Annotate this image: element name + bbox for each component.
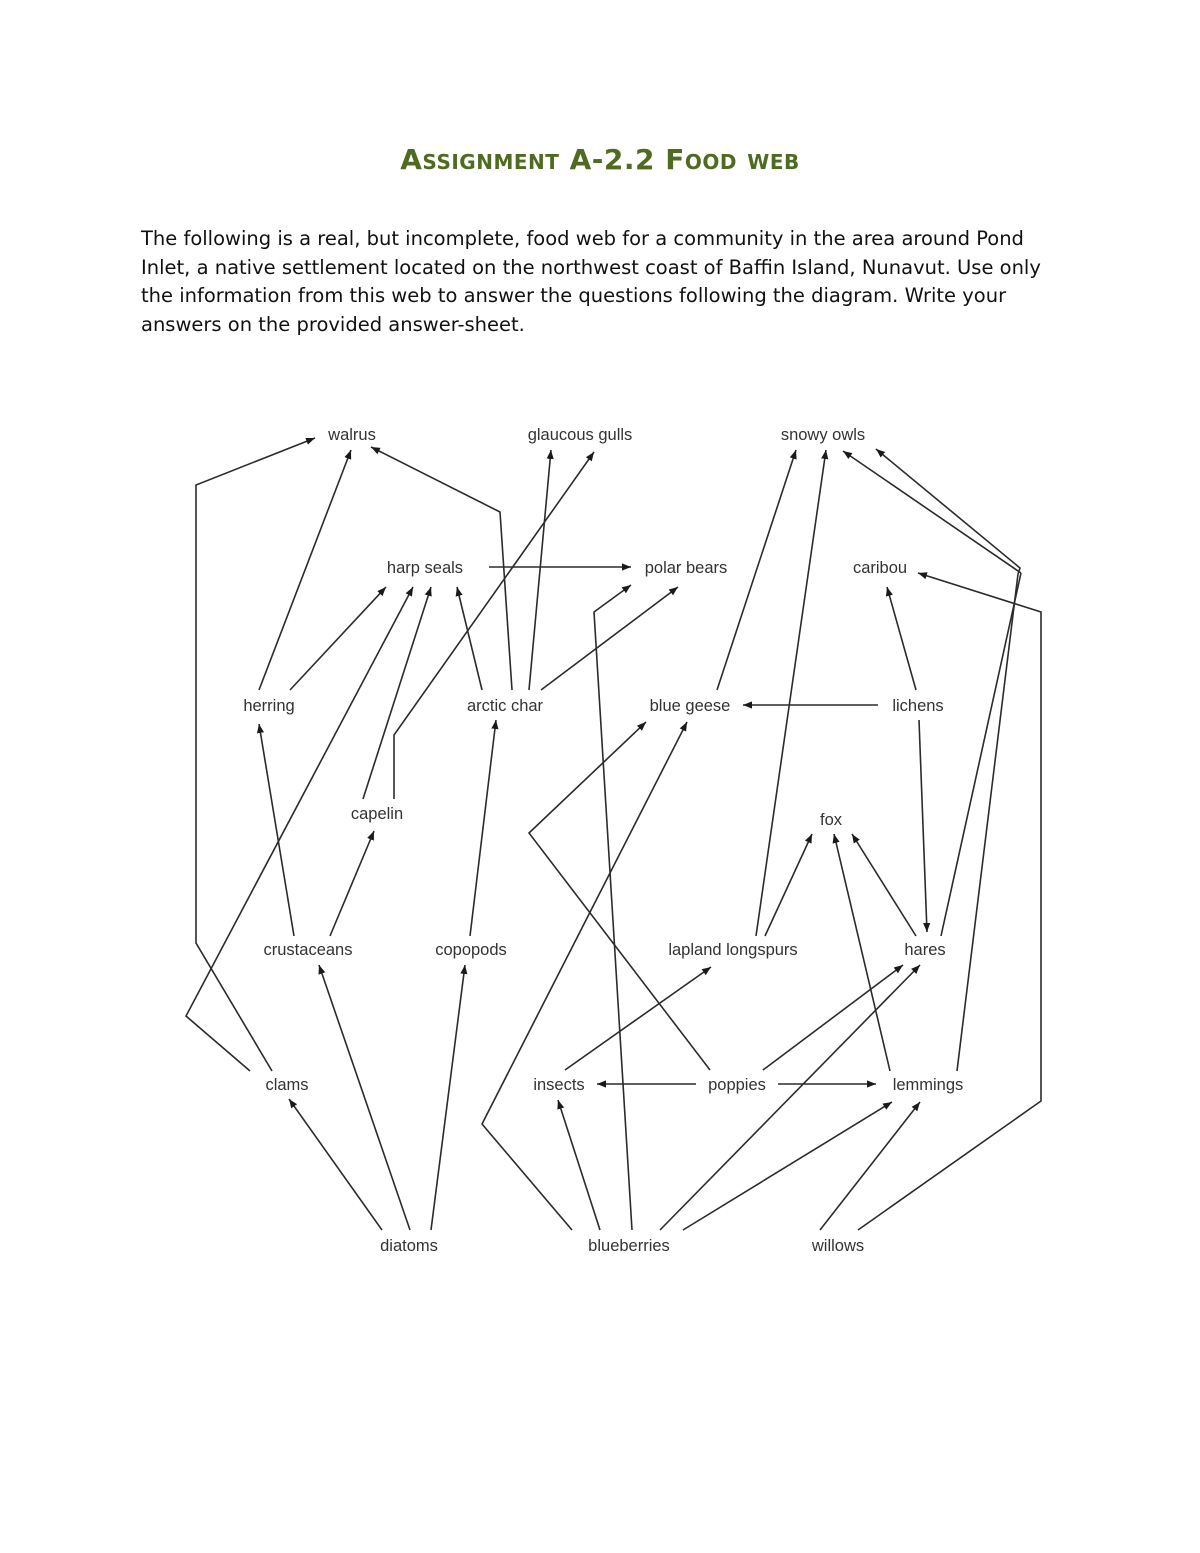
- node-lichens: lichens: [892, 697, 944, 715]
- link-blueberries-to-polar-bears: [594, 585, 632, 1230]
- link-hares-to-snowy-owls-head: [843, 451, 1021, 573]
- link-capelin-to-glaucous-gulls: [394, 452, 594, 799]
- node-fox: fox: [819, 811, 843, 829]
- node-copopods: copopods: [435, 941, 507, 959]
- link-clams-to-harp-seals: [186, 587, 413, 1071]
- link-hares-to-fox: [852, 834, 916, 936]
- link-crustaceans-to-herring: [259, 724, 294, 936]
- link-copopods-to-arctic-char: [470, 720, 496, 936]
- link-blueberries-to-hares: [660, 965, 920, 1230]
- node-arctic-char: arctic char: [466, 697, 544, 715]
- link-blue-geese-to-snowy-owls: [717, 450, 796, 690]
- link-insects-to-lapland-longspurs: [565, 967, 711, 1070]
- node-lemmings: lemmings: [892, 1076, 964, 1094]
- node-herring: herring: [243, 697, 295, 715]
- node-capelin: capelin: [350, 805, 404, 823]
- node-willows: willows: [811, 1237, 865, 1255]
- link-diatoms-to-copopods: [431, 965, 465, 1230]
- food-web-links: [186, 438, 1041, 1230]
- link-willows-to-caribou: [858, 573, 1041, 1230]
- node-hares: hares: [904, 941, 946, 959]
- link-blueberries-to-lemmings: [683, 1102, 892, 1230]
- node-snowy-owls: snowy owls: [780, 426, 866, 444]
- intro-paragraph: The following is a real, but incomplete, food web for a community in the area around Pond Inlet, a native settlement located on the northwest coast of Baffin Island, Nunavut. Use only the information from this web to answer the questions following the diagram. Write your answers on the provided answer-sheet.: [141, 227, 1041, 336]
- link-lichens-to-hares: [919, 720, 927, 932]
- link-herring-to-walrus: [259, 450, 351, 690]
- node-blue-geese: blue geese: [649, 697, 731, 715]
- node-lapland-longspurs: lapland longspurs: [668, 941, 798, 959]
- assignment-title: Assignment A-2.2 Food web: [400, 143, 800, 176]
- link-diatoms-to-crustaceans: [319, 965, 410, 1230]
- link-clams-to-walrus: [196, 438, 315, 1071]
- link-lichens-to-caribou: [887, 587, 916, 690]
- link-willows-to-lemmings: [820, 1102, 920, 1230]
- node-polar-bears: polar bears: [644, 559, 728, 577]
- node-blueberries: blueberries: [588, 1237, 670, 1255]
- link-lemmings-to-fox: [834, 834, 890, 1071]
- node-clams: clams: [265, 1076, 309, 1094]
- node-walrus: walrus: [328, 426, 376, 444]
- link-lapland-longspurs-to-fox: [765, 834, 812, 936]
- link-herring-to-harp-seals: [290, 587, 386, 690]
- link-arctic-char-to-harp-seals: [457, 587, 482, 690]
- node-caribou: caribou: [852, 559, 908, 577]
- node-diatoms: diatoms: [380, 1237, 438, 1255]
- link-arctic-char-to-glaucous-gulls: [529, 450, 551, 690]
- node-insects: insects: [533, 1076, 585, 1094]
- link-blueberries-to-blue-geese: [482, 722, 687, 1230]
- link-blueberries-to-insects: [558, 1100, 600, 1230]
- link-arctic-char-to-polar-bears: [541, 587, 678, 690]
- node-glaucous-gulls: glaucous gulls: [527, 426, 633, 444]
- node-poppies: poppies: [708, 1076, 766, 1094]
- link-lemmings-to-snowy-owls: [876, 449, 1020, 1071]
- link-diatoms-to-clams: [289, 1099, 382, 1230]
- link-crustaceans-to-capelin: [330, 831, 374, 936]
- link-lapland-longspurs-to-snowy-owls: [756, 450, 826, 936]
- node-crustaceans: crustaceans: [263, 941, 353, 959]
- node-harp-seals: harp seals: [386, 559, 464, 577]
